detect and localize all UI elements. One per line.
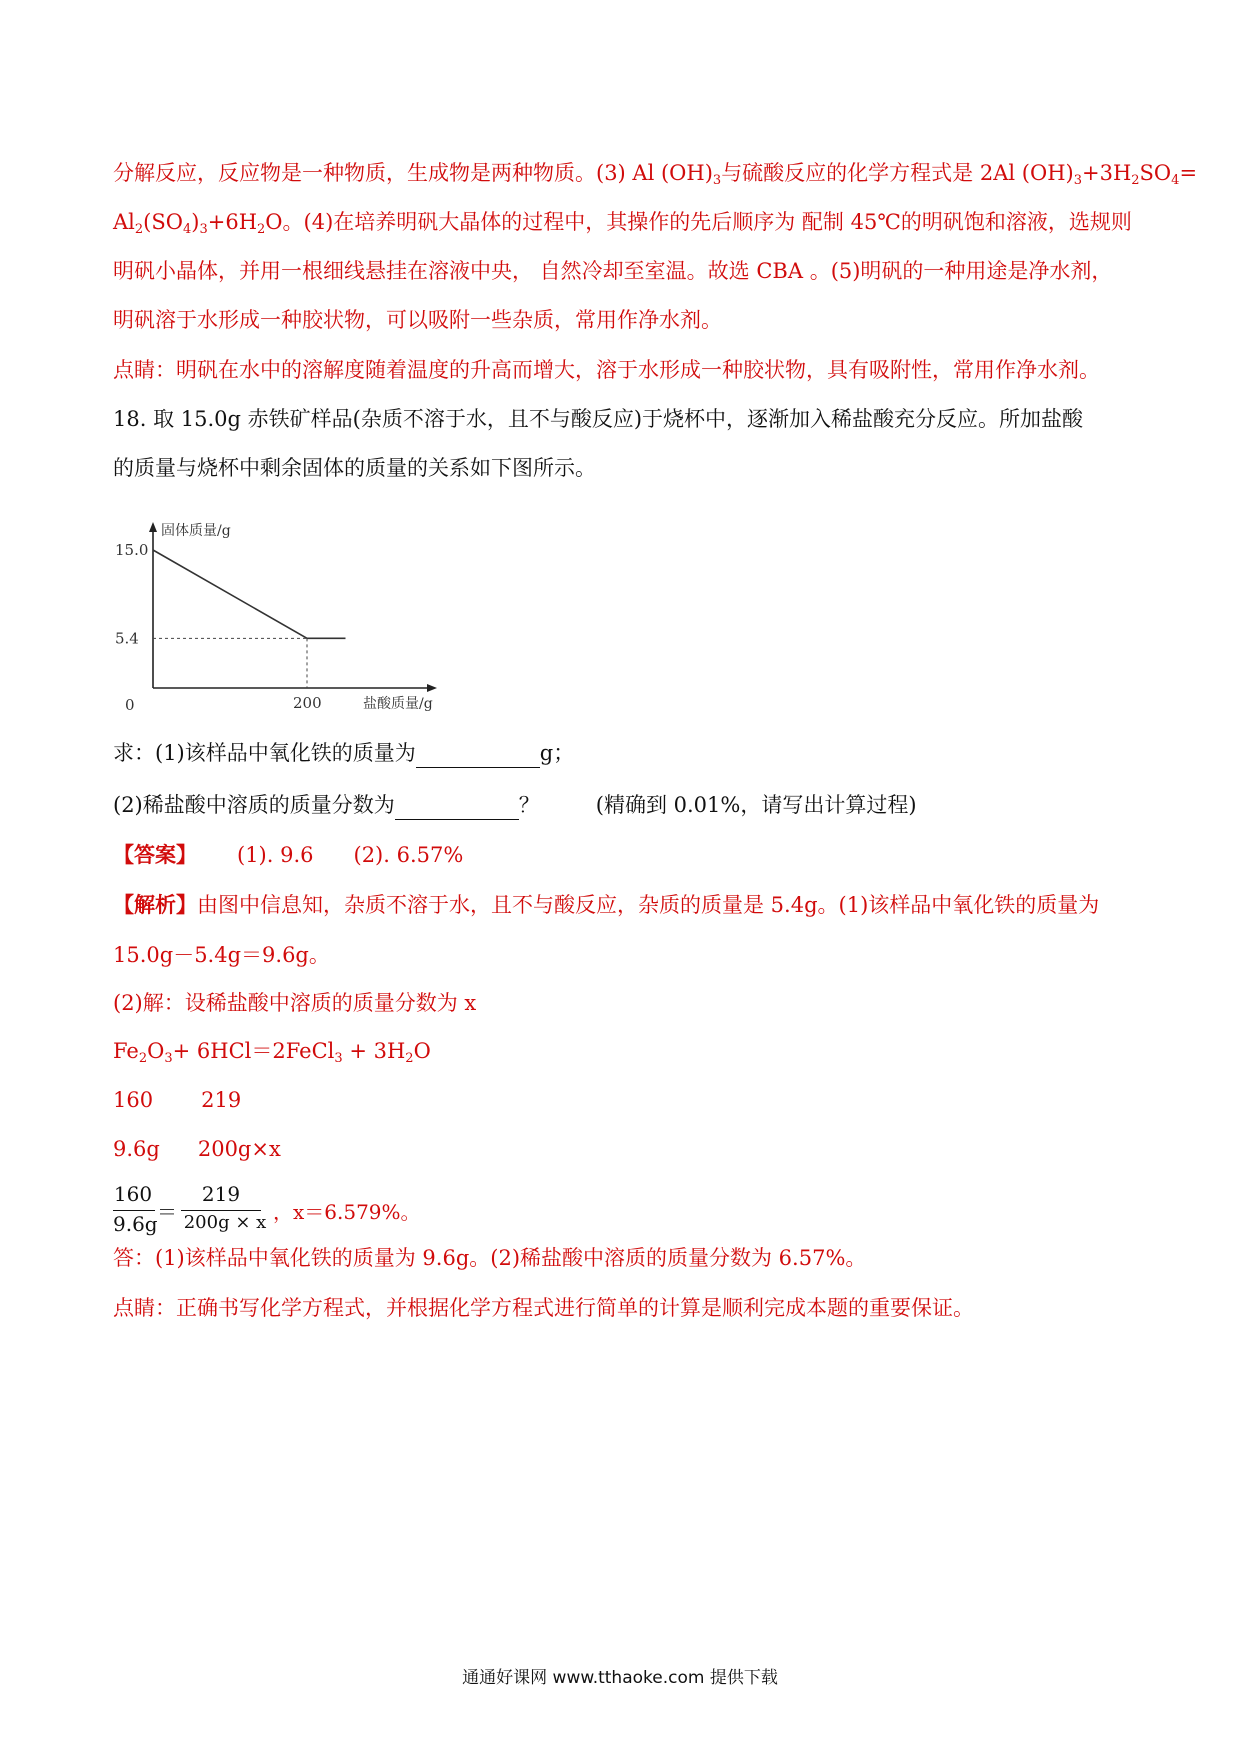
text-run: 由图中信息知，杂质不溶于水，且不与酸反应，杂质的质量是 5.4g。(1)该样品中氧化铁的质量为 bbox=[197, 893, 1100, 917]
subscript: 2 bbox=[134, 222, 144, 237]
text-run: Al bbox=[113, 210, 135, 234]
text-run: +3H bbox=[1081, 161, 1132, 185]
text-run: 200g×x bbox=[197, 1137, 281, 1161]
analysis-line-3: 明矾小晶体，并用一根细线悬挂在溶液中央， 自然冷却至室温。故选 CBA 。(5)明矾的一种用途是净水剂， bbox=[113, 259, 1113, 283]
analysis-text-3: (2)解：设稀盐酸中溶质的质量分数为 x bbox=[113, 991, 477, 1015]
text-run: 分解反应，反应物是一种物质，生成物是两种物质。(3) Al (OH) bbox=[113, 161, 713, 185]
answer-value-2: (2). 6.57% bbox=[353, 843, 464, 867]
fraction-bar-2 bbox=[181, 1210, 261, 1211]
text-run: 9.6g bbox=[113, 1137, 160, 1161]
fraction-denominator-2: 200g × x bbox=[183, 1212, 267, 1233]
answer-blank-2[interactable] bbox=[395, 797, 519, 820]
subscript: 2 bbox=[257, 222, 266, 237]
subscript: 4 bbox=[1171, 173, 1180, 188]
text-run: ) bbox=[191, 210, 200, 234]
fraction-numerator-1: 160 bbox=[113, 1182, 153, 1206]
subscript: 3 bbox=[1073, 173, 1082, 188]
fraction-result: ，x＝6.579%。 bbox=[273, 1200, 421, 1224]
text-run: O。(4)在培养明矾大晶体的过程中，其操作的先后顺序为 配制 45℃的明矾饱和溶液，选规则 bbox=[265, 210, 1132, 234]
ratio-row-1 bbox=[113, 1085, 241, 1115]
answer-blank-1[interactable] bbox=[416, 745, 540, 768]
footer: 通通好课网 www.tthaoke.com 提供下载 bbox=[462, 1668, 778, 1688]
text-run: Fe bbox=[113, 1039, 139, 1063]
text-run: = bbox=[1179, 161, 1198, 185]
solid-mass-chart bbox=[115, 520, 475, 720]
subscript: 2 bbox=[138, 1051, 148, 1066]
analysis-line-4: 明矾溶于水形成一种胶状物，可以吸附一些杂质，常用作净水剂。 bbox=[113, 308, 722, 332]
conclusion: 答：(1)该样品中氧化铁的质量为 9.6g。(2)稀盐酸中溶质的质量分数为 6.57%。 bbox=[113, 1246, 867, 1270]
text-run: +6H bbox=[207, 210, 258, 234]
question-18-line-2: 的质量与烧杯中剩余固体的质量的关系如下图所示。 bbox=[113, 456, 596, 480]
y-tick-label: 15.0 bbox=[115, 541, 149, 559]
subscript: 3 bbox=[164, 1051, 173, 1066]
text-run: + 3H bbox=[342, 1039, 406, 1063]
text-run: 160 bbox=[113, 1088, 154, 1112]
x-axis-label: 盐酸质量/g bbox=[363, 696, 433, 712]
question-18-line-1: 18. 取 15.0g 赤铁矿样品(杂质不溶于水，且不与酸反应)于烧杯中，逐渐加入稀盐酸充分反应。所加盐酸 bbox=[113, 407, 1084, 431]
subscript: 2 bbox=[405, 1051, 414, 1066]
text-run: O bbox=[413, 1039, 431, 1063]
text-run: SO bbox=[1139, 161, 1172, 185]
text-run: 求：(1)该样品中氧化铁的质量为 bbox=[113, 741, 416, 765]
analysis-line-2 bbox=[113, 207, 1132, 237]
question-part-2 bbox=[113, 790, 917, 820]
analysis-text-2: 15.0g－5.4g＝9.6g。 bbox=[113, 943, 330, 967]
analysis-line-1 bbox=[113, 158, 1197, 188]
subscript: 4 bbox=[182, 222, 192, 237]
ratio-row-2 bbox=[113, 1134, 281, 1164]
text-run: (SO bbox=[143, 210, 183, 234]
question-part-1 bbox=[113, 738, 574, 768]
subscript: 3 bbox=[334, 1051, 343, 1066]
text-run: (精确到 0.01%，请写出计算过程) bbox=[595, 793, 917, 817]
fraction-numerator-2: 219 bbox=[201, 1182, 241, 1206]
text-run: (2)稀盐酸中溶质的质量分数为 bbox=[113, 793, 395, 817]
fraction-bar-1 bbox=[113, 1210, 155, 1211]
tip-line-previous: 点睛：明矾在水中的溶解度随着温度的升高而增大，溶于水形成一种胶状物，具有吸附性，常用作净水剂。 bbox=[113, 358, 1100, 382]
equals-sign: ＝ bbox=[157, 1200, 177, 1224]
series-line bbox=[153, 550, 346, 638]
y-axis-label: 固体质量/g bbox=[161, 523, 231, 539]
y-axis-arrow bbox=[149, 522, 157, 532]
analysis-label: 【解析】 bbox=[113, 892, 197, 917]
text-run: 与硫酸反应的化学方程式是 2Al (OH) bbox=[721, 161, 1074, 185]
fraction-denominator-1: 9.6g bbox=[113, 1212, 158, 1236]
text-run: ？ bbox=[518, 793, 540, 817]
x-axis-arrow bbox=[427, 684, 437, 692]
chemical-equation bbox=[113, 1036, 431, 1066]
subscript: 3 bbox=[712, 173, 722, 188]
answer-value-1: (1). 9.6 bbox=[237, 843, 314, 867]
text-run: 219 bbox=[201, 1088, 242, 1112]
text-run: + 6HCl＝2FeCl bbox=[172, 1039, 335, 1063]
y-tick-label: 0 bbox=[125, 696, 135, 714]
tip: 点睛：正确书写化学方程式，并根据化学方程式进行简单的计算是顺利完成本题的重要保证。 bbox=[113, 1296, 974, 1320]
answer-label: 【答案】 bbox=[113, 842, 197, 867]
y-tick-label: 5.4 bbox=[115, 629, 139, 648]
subscript: 3 bbox=[199, 222, 208, 237]
text-run: g； bbox=[539, 741, 575, 765]
answer-line bbox=[113, 840, 463, 870]
text-run: O bbox=[147, 1039, 165, 1063]
analysis-text-1 bbox=[113, 890, 1099, 920]
x-tick-label: 200 bbox=[293, 694, 322, 712]
subscript: 2 bbox=[1131, 173, 1140, 188]
